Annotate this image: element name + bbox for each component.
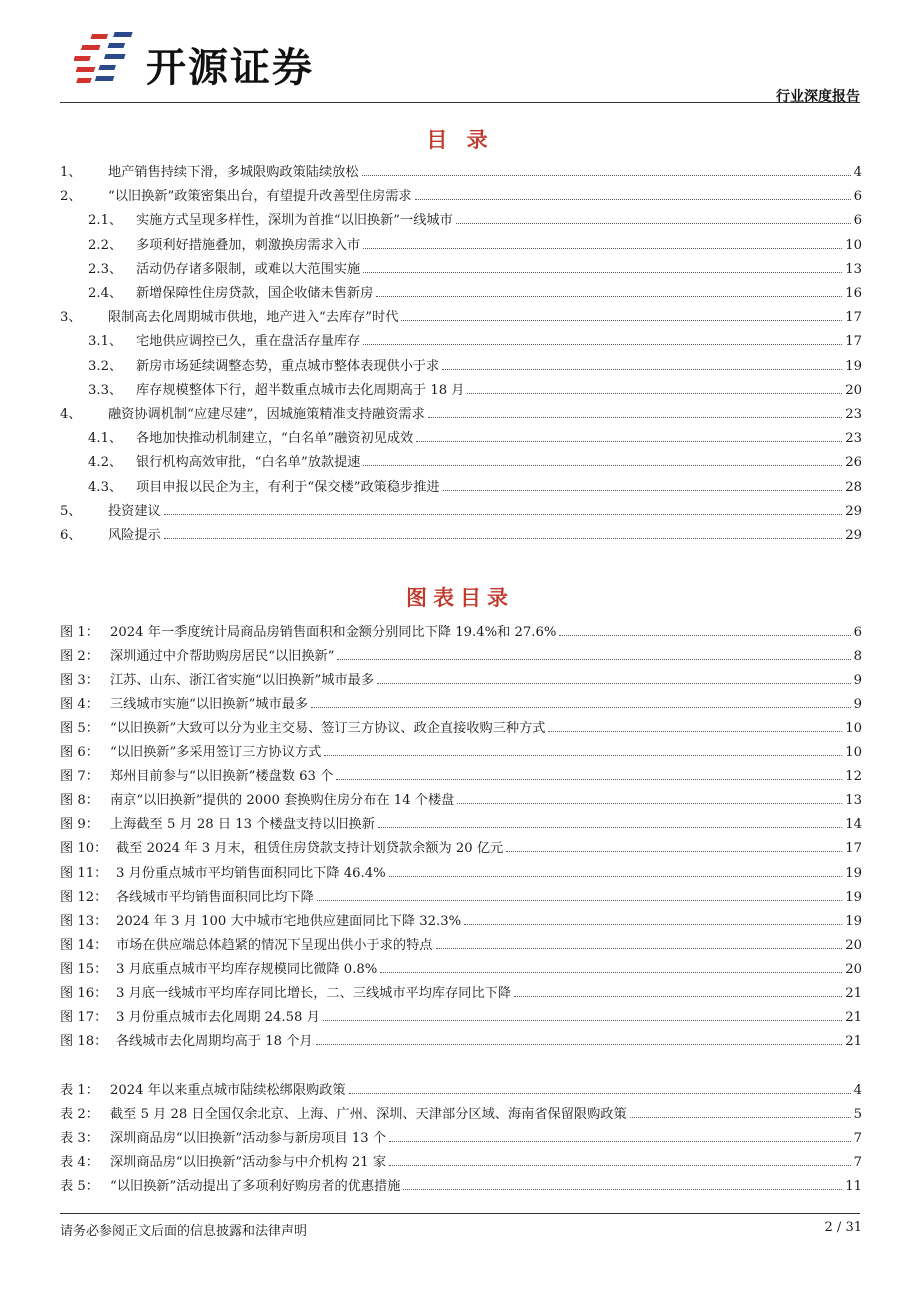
entry-number: 图 1： <box>60 625 99 640</box>
dot-leader <box>548 731 842 732</box>
entry-number: 图 5： <box>60 721 99 737</box>
entry-number: 图 10： <box>60 841 108 857</box>
entry-title: 实施方式呈现多样性，深圳为首推“以旧换新”一线城市 <box>136 213 453 229</box>
toc-entry[interactable] <box>60 523 862 543</box>
entry-number: 4.2、 <box>88 455 123 471</box>
entry-number: 表 1： <box>60 1083 99 1098</box>
entry-title: 3 月底一线城市平均库存同比增长，二、三线城市平均库存同比下降 <box>116 985 512 1001</box>
entry-page: 13 <box>845 261 862 277</box>
entry-page: 17 <box>845 841 862 857</box>
entry-page: 23 <box>845 431 862 447</box>
table-entry[interactable] <box>60 1174 862 1194</box>
entry-page: 9 <box>853 697 862 713</box>
dot-leader <box>363 465 842 466</box>
dot-leader <box>559 635 850 636</box>
figure-entry[interactable] <box>60 668 862 688</box>
entry-title: 新增保障性住房贷款，国企收储未售新房 <box>136 286 374 301</box>
entry-title: 深圳商品房“以旧换新”活动参与新房项目 13 个 <box>110 1131 387 1147</box>
entry-number: 3.2、 <box>88 358 123 374</box>
entry-page: 21 <box>845 1009 862 1025</box>
dot-leader <box>443 490 843 491</box>
toc-title: 目 录 <box>426 127 494 152</box>
entry-number: 图 4： <box>60 697 99 713</box>
dot-leader <box>415 199 851 200</box>
figure-entry[interactable] <box>60 716 862 736</box>
entry-page: 12 <box>845 769 862 785</box>
entry-title: 深圳商品房“以旧换新”活动参与中介机构 21 家 <box>110 1155 387 1171</box>
dot-leader <box>336 779 842 780</box>
entry-page: 14 <box>845 817 862 833</box>
dot-leader <box>363 272 842 273</box>
toc-entry[interactable] <box>60 208 862 228</box>
entry-page: 13 <box>845 793 862 809</box>
entry-number: 5、 <box>60 503 82 519</box>
figure-entry[interactable] <box>60 644 862 664</box>
page-header <box>60 22 860 104</box>
entry-title: 上海截至 5 月 28 日 13 个楼盘支持以旧换新 <box>110 817 375 833</box>
footer-page-number: 2 / 31 <box>824 1220 862 1235</box>
dot-leader <box>403 1189 842 1190</box>
entry-title: 活动仍存诸多限制，或难以大范围实施 <box>136 261 361 277</box>
entry-number: 4.1、 <box>88 431 123 447</box>
figure-entry[interactable] <box>60 788 862 808</box>
toc-entry[interactable] <box>60 281 862 301</box>
entry-page: 23 <box>845 407 862 422</box>
entry-page: 19 <box>845 865 862 881</box>
entry-number: 3.1、 <box>88 334 123 350</box>
entry-title: 南京“以旧换新”提供的 2000 套换购住房分布在 14 个楼盘 <box>110 793 455 809</box>
entry-title: 市场在供应端总体趋紧的情况下呈现出供小于求的特点 <box>116 937 433 953</box>
entry-title: 各地加快推动机制建立，“白名单”融资初见成效 <box>136 431 414 447</box>
toc-entry[interactable] <box>60 402 862 422</box>
figure-entry[interactable] <box>60 764 862 784</box>
entry-number: 图 3： <box>60 673 99 689</box>
figure-entry[interactable] <box>60 861 862 881</box>
header-divider <box>60 102 860 103</box>
figure-entry[interactable] <box>60 1005 862 1025</box>
entry-number: 1、 <box>60 165 82 180</box>
dot-leader <box>363 344 842 345</box>
entry-title: 限制高去化周期城市供地，地产进入“去库存”时代 <box>108 310 399 326</box>
toc-entry[interactable] <box>60 426 862 446</box>
dot-leader <box>337 659 850 660</box>
entry-number: 图 16： <box>60 985 108 1001</box>
figure-entry[interactable] <box>60 836 862 856</box>
entry-page: 28 <box>845 479 862 495</box>
dot-leader <box>378 827 842 828</box>
dot-leader <box>164 538 842 539</box>
toc-entry[interactable] <box>60 329 862 349</box>
entry-title: 库存规模整体下行，超半数重点城市去化周期高于 18 月 <box>136 382 465 398</box>
dot-leader <box>389 1141 851 1142</box>
dot-leader <box>401 320 842 321</box>
dot-leader <box>389 1165 851 1166</box>
figure-entry[interactable] <box>60 692 862 712</box>
entry-number: 图 6： <box>60 745 99 761</box>
entry-title: 风险提示 <box>108 528 161 543</box>
entry-title: “以旧换新”政策密集出台，有望提升改善型住房需求 <box>108 189 412 205</box>
toc-entry[interactable] <box>60 354 862 374</box>
entry-title: 截至 2024 年 3 月末，租赁住房贷款支持计划贷款余额为 20 亿元 <box>116 841 504 857</box>
dot-leader <box>428 417 842 418</box>
dot-leader <box>456 223 851 224</box>
entry-title: 3 月底重点城市平均库存规模同比微降 0.8% <box>116 961 378 977</box>
entry-number: 图 18： <box>60 1033 108 1049</box>
entry-number: 图 2： <box>60 649 99 665</box>
entry-title: “以旧换新”活动提出了多项利好购房者的优惠措施 <box>110 1179 401 1195</box>
dot-leader <box>377 683 851 684</box>
entry-page: 20 <box>845 382 862 398</box>
dot-leader <box>630 1117 851 1118</box>
entry-number: 图 14： <box>60 937 108 953</box>
entry-page: 5 <box>853 1107 862 1123</box>
table-entry[interactable] <box>60 1126 862 1146</box>
entry-page: 21 <box>845 1033 862 1049</box>
entry-number: 3、 <box>60 310 82 326</box>
dot-leader <box>514 996 842 997</box>
dot-leader <box>436 948 843 949</box>
entry-number: 2.4、 <box>88 286 123 301</box>
dot-leader <box>316 1044 843 1045</box>
entry-number: 图 17： <box>60 1009 108 1025</box>
entry-title: “以旧换新”大致可以分为业主交易、签订三方协议、政企直接收购三种方式 <box>110 721 546 737</box>
entry-title: 多项利好措施叠加，刺激换房需求入市 <box>136 237 361 253</box>
dot-leader <box>323 1020 842 1021</box>
figure-entry[interactable] <box>60 933 862 953</box>
dot-leader <box>467 393 842 394</box>
figure-entry[interactable] <box>60 620 862 640</box>
entry-page: 6 <box>853 625 862 640</box>
logo-mark-icon <box>74 28 140 90</box>
entry-title: 宅地供应调控已久，重在盘活存量库存 <box>136 334 361 350</box>
entry-title: 郑州目前参与“以旧换新”楼盘数 63 个 <box>110 769 334 785</box>
entry-page: 21 <box>845 985 862 1001</box>
entry-number: 表 2： <box>60 1107 99 1123</box>
entry-page: 6 <box>853 189 862 205</box>
entry-number: 3.3、 <box>88 382 123 398</box>
entry-title: 2024 年以来重点城市陆续松绑限购政策 <box>110 1083 346 1098</box>
entry-page: 10 <box>845 721 862 737</box>
entry-title: 3 月份重点城市平均销售面积同比下降 46.4% <box>116 865 386 881</box>
dot-leader <box>349 1093 851 1094</box>
figure-entry[interactable] <box>60 812 862 832</box>
entry-title: 银行机构高效审批，“白名单”放款提速 <box>136 455 361 471</box>
entry-number: 图 7： <box>60 769 99 785</box>
entry-page: 6 <box>853 213 862 229</box>
toc-entry[interactable] <box>60 233 862 253</box>
footer-divider <box>60 1213 860 1214</box>
entry-title: 融资协调机制“应建尽建”，因城施策精准支持融资需求 <box>108 407 425 422</box>
entry-title: 各线城市平均销售面积同比均下降 <box>116 889 314 905</box>
entry-number: 图 15： <box>60 961 108 977</box>
entry-title: 2024 年 3 月 100 大中城市宅地供应建面同比下降 32.3% <box>116 913 462 929</box>
dot-leader <box>164 514 842 515</box>
entry-page: 11 <box>845 1179 862 1195</box>
entry-number: 2.3、 <box>88 261 123 277</box>
dot-leader <box>457 803 842 804</box>
entry-page: 20 <box>845 961 862 977</box>
entry-title: 3 月份重点城市去化周期 24.58 月 <box>116 1009 320 1025</box>
toc-entry[interactable] <box>60 450 862 470</box>
entry-page: 26 <box>845 455 862 471</box>
entry-page: 19 <box>845 889 862 905</box>
entry-number: 图 8： <box>60 793 99 809</box>
entry-page: 8 <box>853 649 862 665</box>
toc-entry[interactable] <box>60 305 862 325</box>
dot-leader <box>464 924 842 925</box>
brand-logo <box>74 28 364 90</box>
entry-title: 新房市场延续调整态势，重点城市整体表现供小于求 <box>136 358 440 374</box>
entry-title: 地产销售持续下滑，多城限购政策陆续放松 <box>108 165 359 180</box>
entry-page: 10 <box>845 237 862 253</box>
entry-number: 2、 <box>60 189 82 205</box>
entry-page: 19 <box>845 358 862 374</box>
table-entry[interactable] <box>60 1150 862 1170</box>
toc-entry[interactable] <box>60 257 862 277</box>
figures-title: 图表目录 <box>406 585 514 610</box>
figure-entry[interactable] <box>60 909 862 929</box>
entry-title: 江苏、山东、浙江省实施“以旧换新”城市最多 <box>110 673 375 689</box>
figure-entry[interactable] <box>60 740 862 760</box>
entry-title: 投资建议 <box>108 503 161 519</box>
entry-page: 17 <box>845 334 862 350</box>
entry-page: 17 <box>845 310 862 326</box>
entry-number: 4、 <box>60 407 82 422</box>
entry-page: 29 <box>845 503 862 519</box>
entry-title: 深圳通过中介帮助购房居民“以旧换新” <box>110 649 335 665</box>
dot-leader <box>376 296 842 297</box>
entry-page: 19 <box>845 913 862 929</box>
entry-number: 表 4： <box>60 1155 99 1171</box>
toc-entry[interactable] <box>60 499 862 519</box>
entry-page: 10 <box>845 745 862 761</box>
dot-leader <box>363 248 842 249</box>
toc-entry[interactable] <box>60 184 862 204</box>
entry-title: 三线城市实施“以旧换新”城市最多 <box>110 697 309 713</box>
report-type-label: 行业深度报告 <box>776 89 860 105</box>
entry-title: 2024 年一季度统计局商品房销售面积和金额分别同比下降 19.4%和 27.6% <box>110 625 557 640</box>
entry-page: 9 <box>853 673 862 689</box>
entry-title: “以旧换新”多采用签订三方协议方式 <box>110 745 322 761</box>
dot-leader <box>416 441 842 442</box>
dot-leader <box>317 900 842 901</box>
toc-entry[interactable] <box>60 378 862 398</box>
entry-page: 20 <box>845 937 862 953</box>
entry-title: 项目申报以民企为主，有利于“保交楼”政策稳步推进 <box>136 479 440 495</box>
brand-name: 开源证券 <box>146 45 314 91</box>
entry-number: 图 12： <box>60 889 108 905</box>
footer-disclaimer: 请务必参阅正文后面的信息披露和法律声明 <box>60 1224 308 1239</box>
entry-title: 各线城市去化周期均高于 18 个月 <box>116 1033 313 1049</box>
entry-number: 图 13： <box>60 913 108 929</box>
figure-entry[interactable] <box>60 1029 862 1049</box>
dot-leader <box>380 972 842 973</box>
toc-entry[interactable] <box>60 160 862 180</box>
entry-page: 7 <box>853 1155 862 1171</box>
dot-leader <box>324 755 842 756</box>
table-entry[interactable] <box>60 1078 862 1098</box>
entry-number: 图 11： <box>60 865 108 881</box>
dot-leader <box>362 175 851 176</box>
dot-leader <box>506 851 842 852</box>
entry-number: 2.2、 <box>88 237 123 253</box>
entry-page: 29 <box>845 528 862 543</box>
entry-number: 2.1、 <box>88 213 123 229</box>
dot-leader <box>442 369 842 370</box>
figure-entry[interactable] <box>60 957 862 977</box>
entry-number: 4.3、 <box>88 479 123 495</box>
toc-entry[interactable] <box>60 475 862 495</box>
entry-page: 4 <box>853 165 862 180</box>
figure-entry[interactable] <box>60 981 862 1001</box>
table-entry[interactable] <box>60 1102 862 1122</box>
entry-number: 6、 <box>60 528 82 543</box>
dot-leader <box>389 876 843 877</box>
entry-page: 4 <box>853 1083 862 1098</box>
entry-page: 7 <box>853 1131 862 1147</box>
entry-title: 截至 5 月 28 日全国仅余北京、上海、广州、深圳、天津部分区域、海南省保留限购政策 <box>110 1107 627 1123</box>
dot-leader <box>311 707 851 708</box>
entry-number: 图 9： <box>60 817 99 833</box>
entry-number: 表 5： <box>60 1179 99 1195</box>
entry-page: 16 <box>845 286 862 301</box>
entry-number: 表 3： <box>60 1131 99 1147</box>
figure-entry[interactable] <box>60 885 862 905</box>
